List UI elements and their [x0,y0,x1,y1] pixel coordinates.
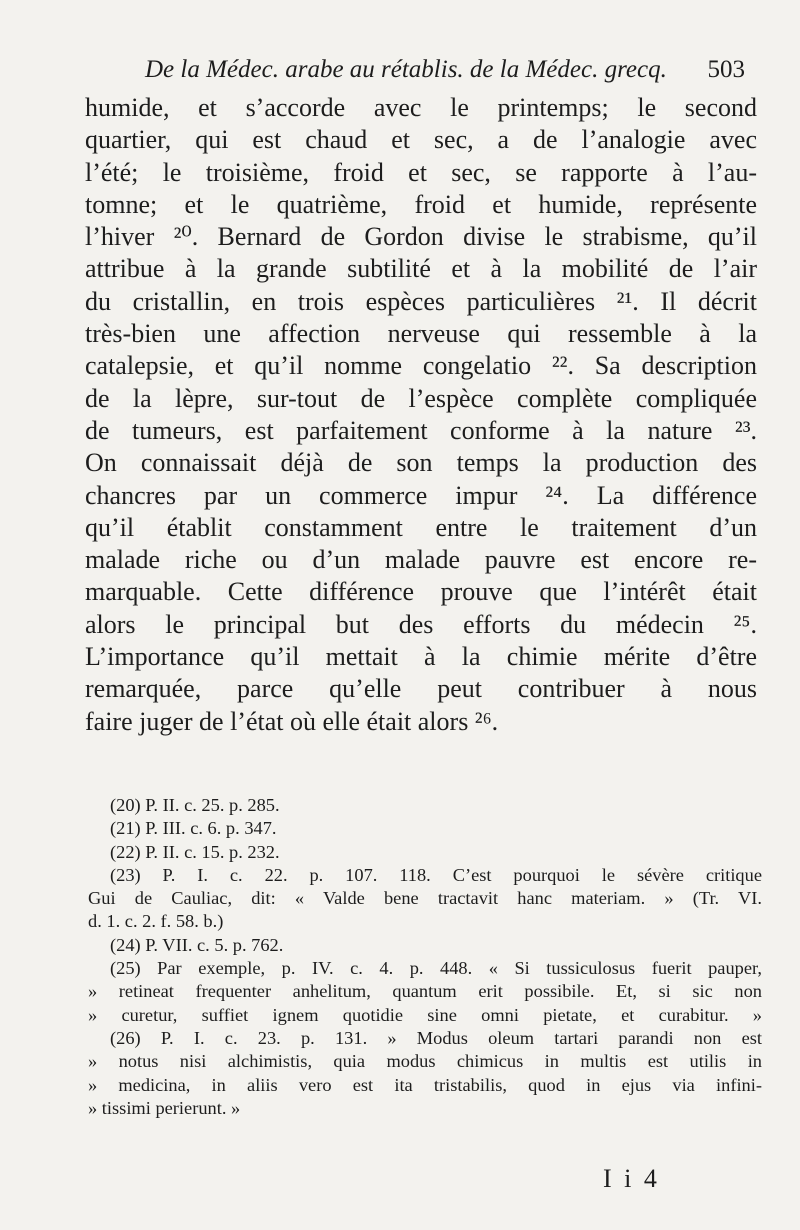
page-number: 503 [707,56,745,83]
text-line: humide, et s’accorde avec le printemps; le second [85,93,757,122]
footnote-line: (21) P. III. c. 6. p. 347. [110,818,277,839]
footnote-line: (26) P. I. c. 23. p. 131. » Modus oleum tartari parandi non est [110,1027,762,1048]
text-line: attribue à la grande subtilité et à la mobilité de l’air [85,254,757,284]
footnotes [88,794,762,1120]
text-line: On connaissait déjà de son temps la production des [85,448,757,478]
footnote-line: » medicina, in aliis vero est ita tristabilis, quod in ejus via infini- [88,1074,762,1095]
footnote-line: (24) P. VII. c. 5. p. 762. [110,934,284,955]
text-line: tomne; et le quatrième, froid et humide, représente [85,189,757,219]
text-line: remarquée, parce qu’elle peut contribuer à nous [85,674,757,704]
text-line: alors le principal but des efforts du médecin ²⁵. [85,609,757,639]
text-line: très-bien une affection nerveuse qui ressemble à la [85,319,757,349]
footnote-line: » tissimi perierunt. » [88,1097,241,1118]
text-line: malade riche ou d’un malade pauvre est encore re- [85,545,757,575]
footnote-line: d. 1. c. 2. f. 58. b.) [88,911,224,932]
text-line: chancres par un commerce impur ²⁴. La différence [85,480,757,510]
footnote-line: » curetur, suffiet ignem quotidie sine omni pietate, et curabitur. » [88,1004,762,1025]
text-line: marquable. Cette différence prouve que l’intérêt était [85,577,757,607]
footnote-line: (20) P. II. c. 25. p. 285. [110,795,280,815]
footnote-line: (22) P. II. c. 15. p. 232. [110,841,280,862]
text-line: de la lèpre, sur-tout de l’espèce complète compliquée [85,383,757,413]
running-title: De la Médec. arabe au rétablis. de la Médec. grecq. [145,56,667,83]
footnote-line: » notus nisi alchimistis, quia modus chimicus in multis est utilis in [88,1051,762,1072]
footnote-line: » retineat frequenter anhelitum, quantum erit possibile. Et, si sic non [88,981,762,1002]
text-line: faire juger de l’état où elle était alors ²⁶. [85,706,499,736]
text-line: quartier, qui est chaud et sec, a de l’analogie avec [85,125,757,155]
text-line: catalepsie, et qu’il nomme congelatio ²². Sa description [85,351,757,381]
text-line: de tumeurs, est parfaitement conforme à la nature ²³. [85,415,757,445]
text-line: du cristallin, en trois espèces particulières ²¹. Il décrit [85,286,757,316]
text-line: qu’il établit constamment entre le traitement d’un [85,512,757,542]
footnote-line: (23) P. I. c. 22. p. 107. 118. C’est pourquoi le sévère critique [110,864,762,885]
running-header [145,56,745,92]
text-line: L’importance qu’il mettait à la chimie mérite d’être [85,642,757,672]
text-line: l’hiver ²⁰. Bernard de Gordon divise le strabisme, qu’il [85,222,757,252]
footnote-line: (25) Par exemple, p. IV. c. 4. p. 448. « Si tussiculosus fuerit pauper, [110,958,762,979]
signature-mark: I i 4 [603,1164,660,1193]
footnote-line: Gui de Cauliac, dit: « Valde bene tractavit hanc materiam. » (Tr. VI. [88,888,762,909]
main-text [85,92,757,738]
text-line: l’été; le troisième, froid et sec, se rapporte à l’au- [85,157,757,187]
